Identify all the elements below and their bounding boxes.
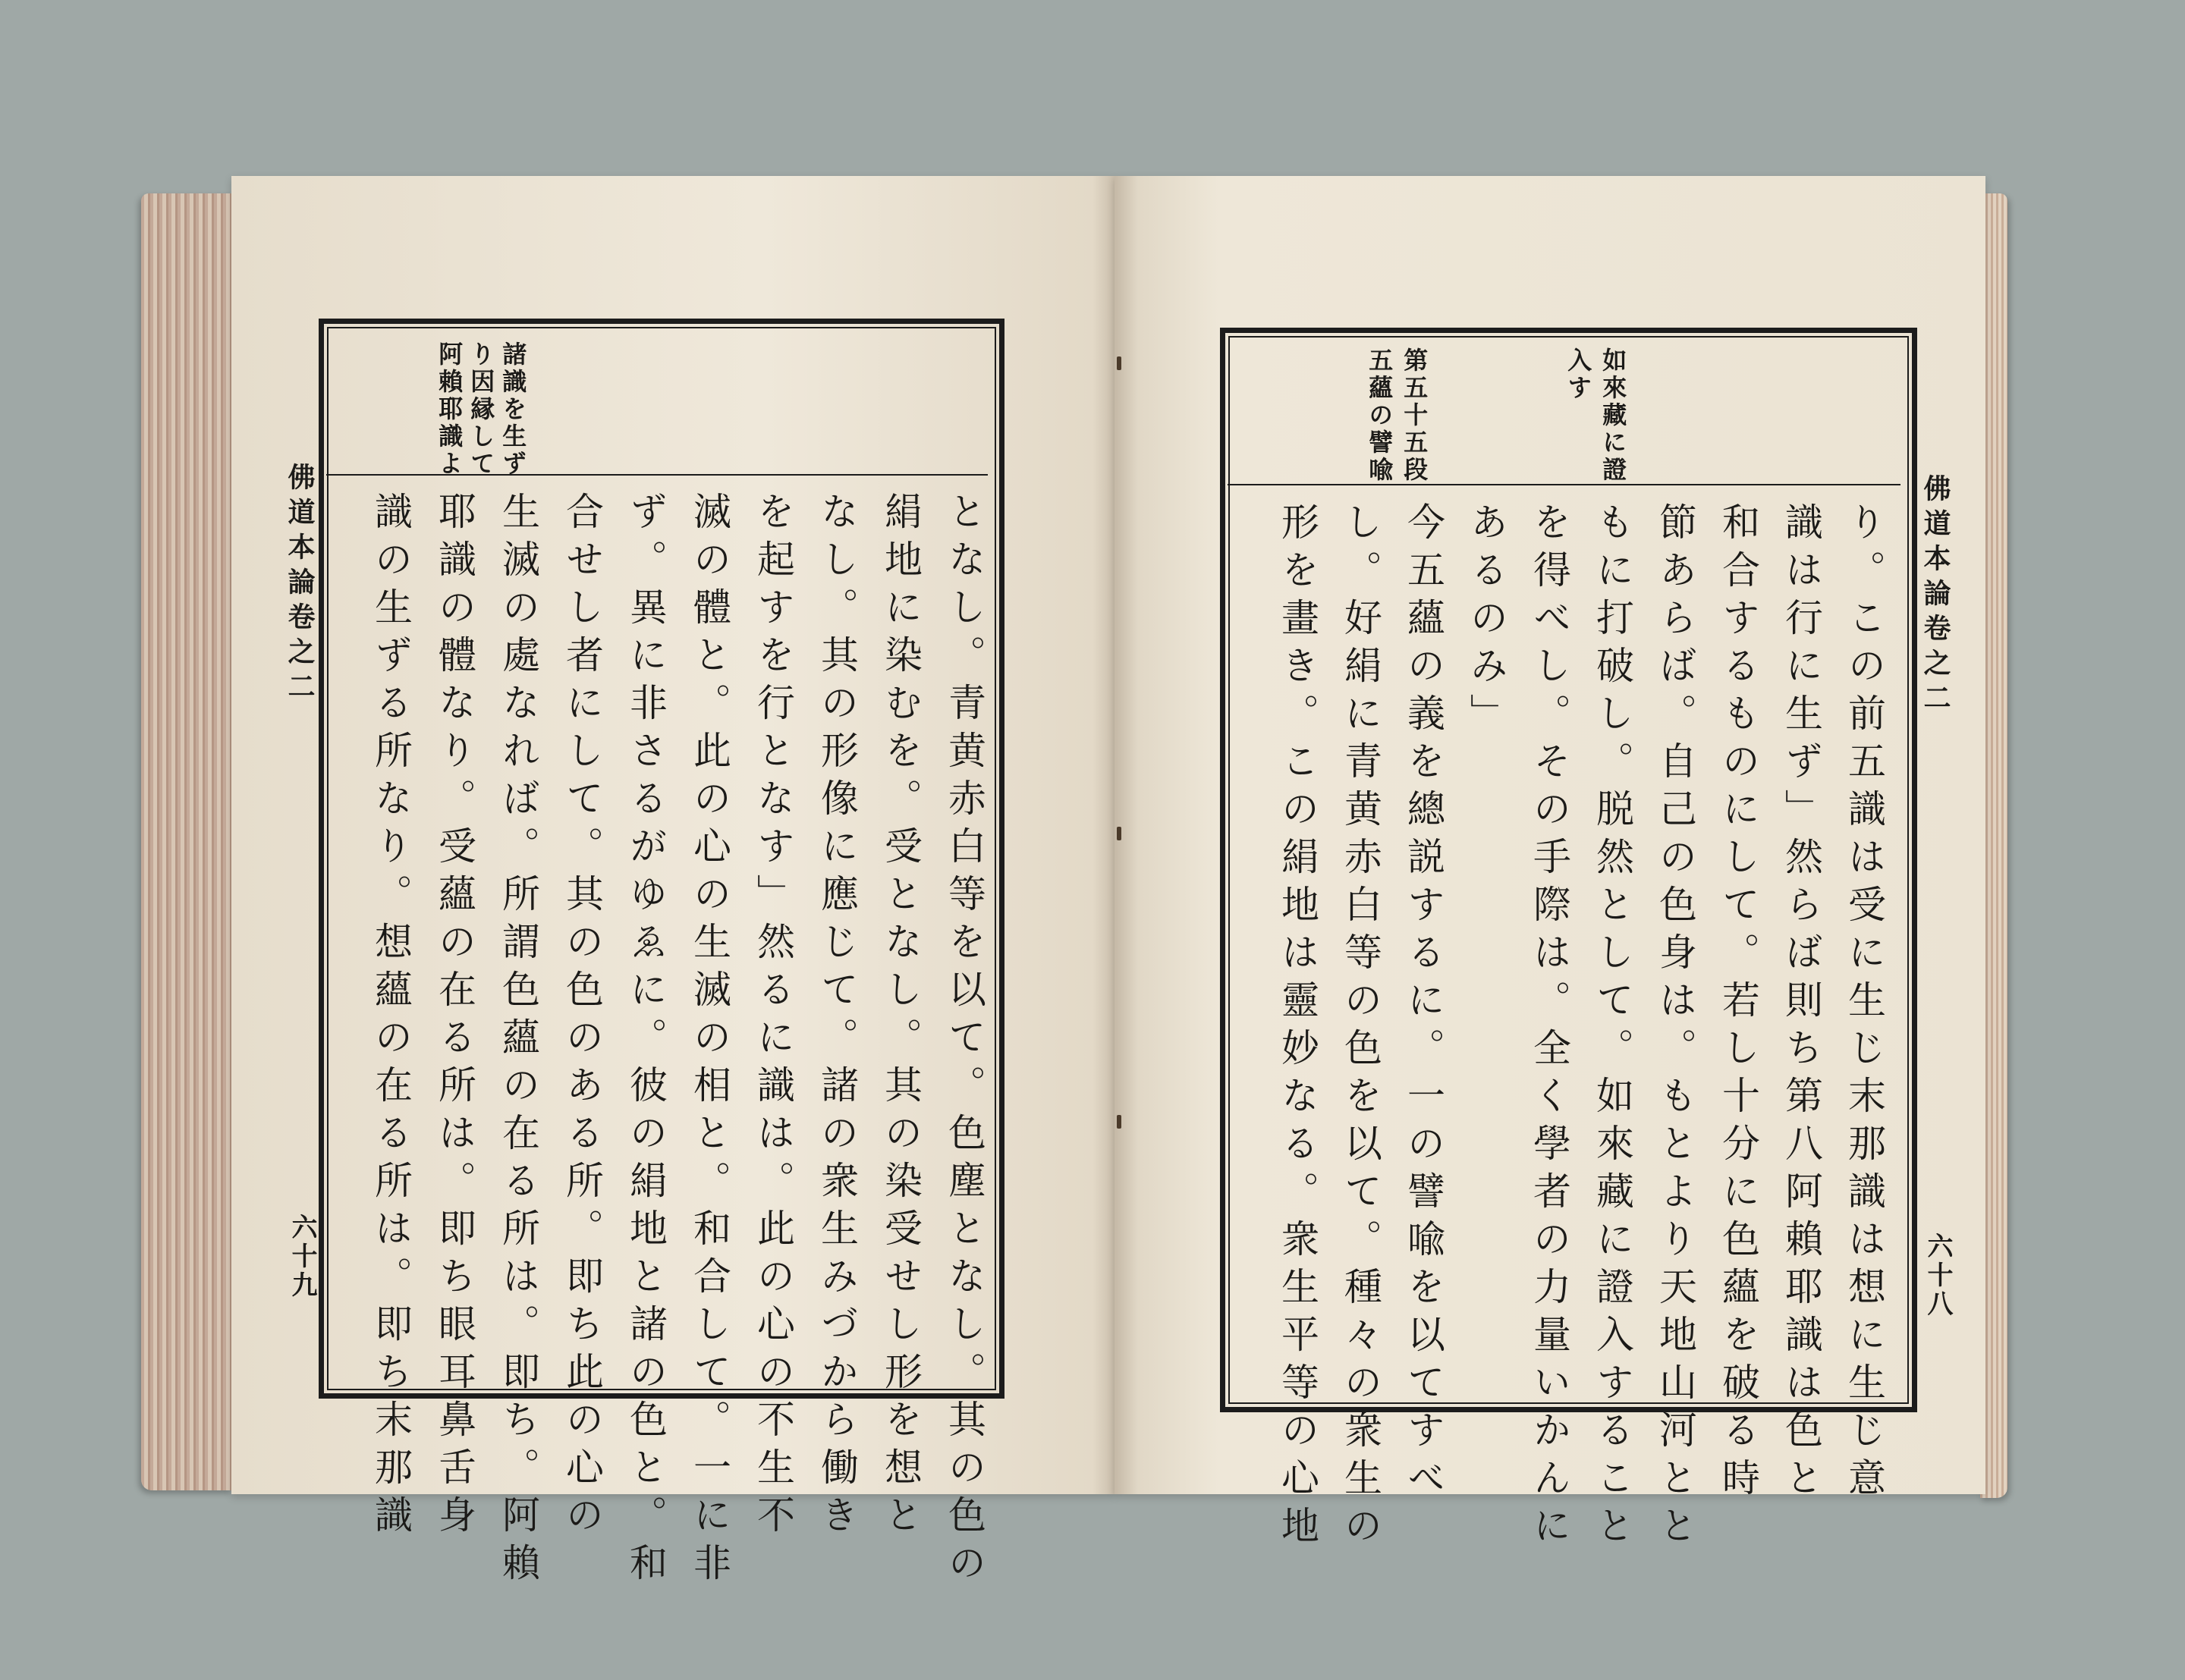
right-text-column-6: を得べし。その手際は。全く學者の力量いかんに xyxy=(1527,502,1571,1553)
left-page-edges xyxy=(141,193,232,1490)
right-text-column-1: り。この前五識は受に生じ末那識は想に生じ意 xyxy=(1842,502,1886,1506)
left-text-column-9: 耶識の體なり。受蘊の在る所は。即ち眼耳鼻舌身 xyxy=(432,491,476,1543)
left-text-column-3: なし。其の形像に應じて。諸の衆生みづから働き xyxy=(815,491,859,1543)
page-number-left: 六十九 xyxy=(287,1214,317,1300)
binding-stitch xyxy=(1117,356,1121,370)
left-text-column-10: 識の生ずる所なり。想蘊の在る所は。即ち末那識 xyxy=(369,491,413,1543)
binding-stitch xyxy=(1117,827,1121,840)
running-head-left: 佛道本論卷之二 xyxy=(284,463,316,707)
right-text-column-9: し。好絹に青黄赤白等の色を以て。種々の衆生の xyxy=(1338,502,1382,1553)
right-text-column-2: 識は行に生ず」然らば則ち第八阿賴耶識は色と xyxy=(1779,502,1823,1506)
left-margin-note-line1: 阿賴耶識よ xyxy=(435,341,464,478)
right-text-column-7: あるのみ」 xyxy=(1464,502,1508,741)
left-text-column-7: 合せし者にして。其の色のある所。即ち此の心の xyxy=(560,491,604,1543)
right-text-column-10: 形を畫き。この絹地は靈妙なる。衆生平等の心地 xyxy=(1275,502,1319,1553)
right-header-rule xyxy=(1228,484,1900,485)
right-text-column-8: 今五蘊の義を總説するに。一の譬喩を以てすべ xyxy=(1401,502,1445,1506)
right-text-column-3: 和合するものにして。若し十分に色蘊を破る時 xyxy=(1716,502,1760,1506)
left-margin-note-line2: り因縁して xyxy=(467,341,496,478)
right-margin-note-b-line1: 第五十五段 xyxy=(1400,347,1429,484)
left-text-column-8: 生滅の處なれば。所謂色蘊の在る所は。即ち。阿賴 xyxy=(496,491,540,1591)
left-header-rule xyxy=(326,474,988,476)
left-text-column-1: となし。青黄赤白等を以て。色塵となし。其の色の xyxy=(942,491,986,1591)
binding-stitch xyxy=(1117,1115,1121,1129)
left-text-column-6: ず。異に非さるがゆゑに。彼の絹地と諸の色と。和 xyxy=(624,491,668,1591)
left-margin-note-line3: 諸識を生ず xyxy=(498,341,528,478)
left-text-column-5: 滅の體と。此の心の生滅の相と。和合して。一に非 xyxy=(687,491,731,1591)
book-gutter xyxy=(1092,176,1138,1494)
right-text-column-4: 節あらば。自己の色身は。もとより天地山河とと xyxy=(1653,502,1697,1553)
left-text-column-2: 絹地に染むを。受となし。其の染受せし形を想と xyxy=(879,491,923,1543)
left-text-column-4: を起すを行となす」然るに識は。此の心の不生不 xyxy=(751,491,795,1543)
page-number-right: 六十八 xyxy=(1922,1233,1953,1319)
right-margin-note-b-line2: 五蘊の譬喩 xyxy=(1365,347,1394,484)
right-margin-note-a-line2: 入す xyxy=(1564,347,1593,402)
right-text-column-5: もに打破し。脱然として。如來藏に證入すること xyxy=(1590,502,1634,1553)
right-margin-note-a-line1: 如來藏に證 xyxy=(1599,347,1628,484)
running-head-right: 佛道本論卷之二 xyxy=(1919,474,1951,718)
